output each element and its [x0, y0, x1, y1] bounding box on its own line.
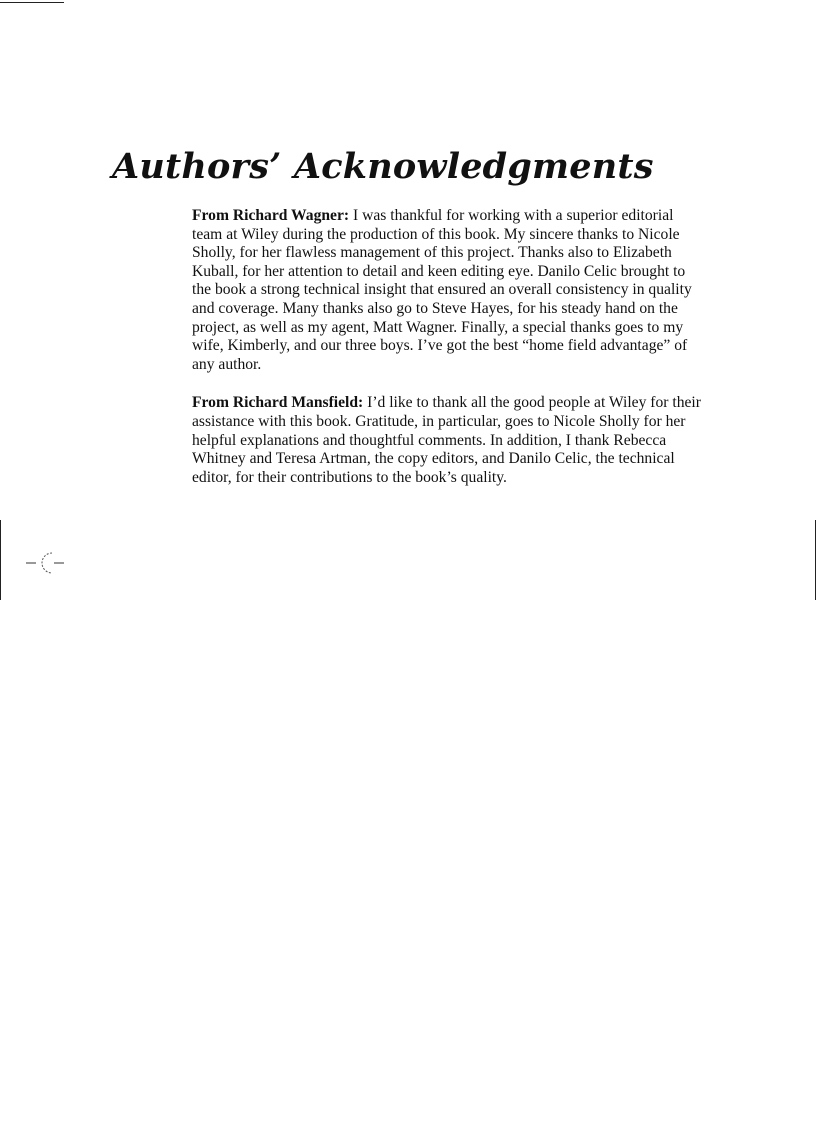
paragraph-lead-wagner: From Richard Wagner: — [192, 207, 350, 224]
registration-mark-icon — [22, 548, 70, 578]
paragraph-lead-mansfield: From Richard Mansfield: — [192, 394, 364, 412]
acknowledgment-paragraph-mansfield — [192, 394, 707, 487]
paragraph-text-mansfield: I’d like to thank all the good people at Wiley for their assistance with this book. Gratitude, in particular, goes to Nicole Sholly for her helpful explanations and thoughtful comments. In addition, I thank Rebecca Whitney and Teresa Artman, the copy editors, and Danilo Celic, the technical editor, for their contributions to the book’s quality. — [192, 394, 701, 486]
crop-mark-left — [0, 520, 1, 600]
page-title: Authors’ Acknowledgments — [112, 146, 654, 187]
paragraph-text-wagner: I was thankful for working with a superior editorial team at Wiley during the production of this book. My sincere thanks to Nicole Sholly, for her flawless management of this project. Thanks also to Elizabeth Kuball, for her attention to detail and keen editing eye. Danilo Celic brought to the book a strong technical insight that ensured an overall consistency in quality and coverage. Many thanks also go to Steve Hayes, for his steady hand on the project, as well as my agent, Matt Wagner. Finally, a special thanks goes to my wife, Kimberly, and our three boys. I’ve got the best “home field advantage” of any author. — [192, 207, 692, 373]
crop-mark-top — [0, 2, 64, 3]
acknowledgment-paragraph-wagner — [192, 207, 707, 374]
acknowledgments-body — [192, 207, 707, 507]
